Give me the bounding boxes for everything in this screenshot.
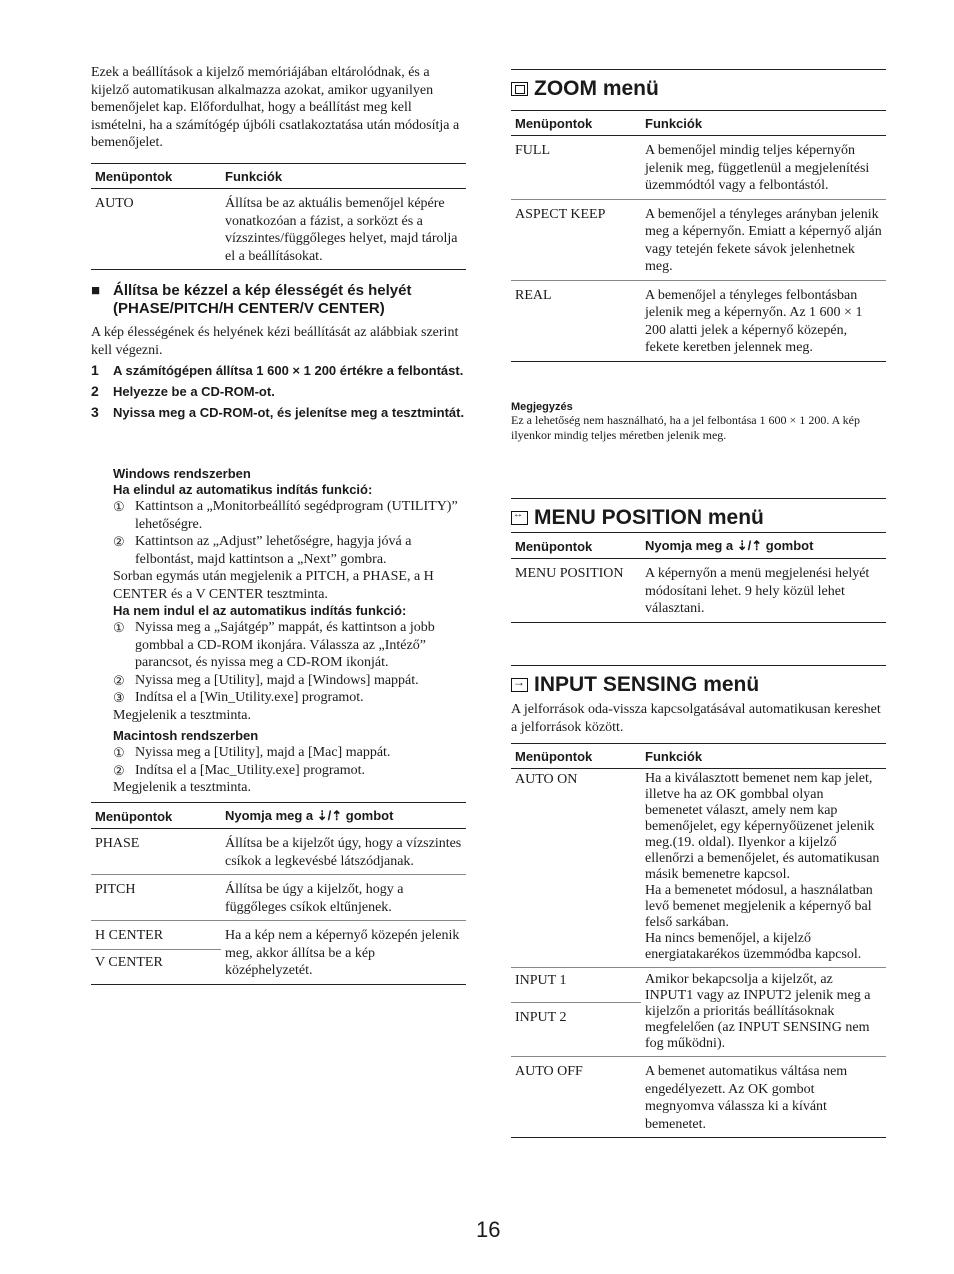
input-sensing-icon [511, 678, 528, 692]
table-row: INPUT 1 INPUT 2 Amikor bekapcsolja a kijelzőt, az INPUT1 vagy az INPUT2 jelenik meg a kijelzőn a prioritás beállításoknak megfelelően (az INPUT SENSING nem fog működni). [511, 968, 886, 1057]
list-item: ③ Indítsa el a [Win_Utility.exe] programot. [113, 690, 364, 705]
intro-paragraph: Ezek a beállítások a kijelző memóriájában eltárolódnak, és a kijelző automatikusan alkalmazza azokat, amikor ugyanilyen bemenőjelet kap. Előfordulhat, hogy a beállítást meg kell ismételni, ha a számítógép újbóli csatlakoztatása után módosítja a bemenőjelet. [91, 65, 460, 150]
table-header: Nyomja meg a ⇣/⇡ gombot [221, 803, 466, 829]
zoom-table [511, 110, 886, 362]
list-item: ① Kattintson a „Monitorbeállító segédprogram (UTILITY)” lehetőségre. [113, 499, 458, 532]
manual-subheading: ■ Állítsa be kézzel a kép élességét és helyét (PHASE/PITCH/H CENTER/V CENTER) [91, 282, 412, 317]
table-header: Funkciók [641, 111, 886, 136]
list-item: ② Kattintson az „Adjust” lehetőségre, hagyja jóvá a felbontást, majd kattintson a „Next” gombra. [113, 534, 412, 567]
windows-instructions [91, 466, 466, 797]
table-header: Menüpontok [511, 533, 641, 559]
table-header: Menüpontok [91, 164, 221, 189]
mac-after: Megjelenik a tesztminta. [113, 780, 252, 795]
subintro: A kép élességének és helyének kézi beállítását az alábbiak szerint kell végezni. [91, 325, 459, 358]
list-item: ② Nyissa meg a [Utility], majd a [Windows] mappát. [113, 672, 419, 688]
windows-title: Windows rendszerben [113, 466, 251, 481]
table-row: MENU POSITION A képernyőn a menü megjelenési helyét módosítani lehet. 9 hely közül lehet választani. [511, 559, 886, 623]
table-header: Funkciók [641, 744, 886, 769]
auto-table [91, 163, 466, 270]
table-row: H CENTER V CENTER Ha a kép nem a képernyő közepén jelenik meg, akkor állítsa be a kép középhelyzetét. [91, 921, 466, 985]
input-intro: A jelforrások oda-vissza kapcsolgatásával automatikusan kereshet a jelforrások között. [511, 702, 881, 735]
table-row: PHASE Állítsa be a kijelzőt úgy, hogy a vízszintes csíkok a legkevésbé látszódjanak. [91, 829, 466, 875]
auto-yes-after: Sorban egymás után megjelenik a PITCH, a PHASE, a H CENTER és a V CENTER tesztminta. [113, 569, 434, 602]
table-row: REAL A bemenőjel a tényleges felbontásban jelenik meg a képernyőn. Az 1 600 × 1 200 alatti jelek a képernyő közepén, fekete keretben jelennek meg. [511, 280, 886, 361]
table-row: FULL A bemenőjel mindig teljes képernyőn jelenik meg, függetlenül a megjelenítési üzemmódtól vagy a felbontástól. [511, 136, 886, 200]
menu-position-table [511, 532, 886, 623]
table-header: Menüpontok [511, 744, 641, 769]
table-row: AUTO OFF A bemenet automatikus váltása nem engedélyezett. Az OK gombot megnyomva válassza ki a kívánt bemenetet. [511, 1057, 886, 1138]
list-item: ① Nyissa meg a [Utility], majd a [Mac] mappát. [113, 745, 391, 760]
table-header: Menüpontok [91, 803, 221, 829]
table-row: AUTO ON Ha a kiválasztott bemenet nem kap jelet, illetve ha az OK gombbal olyan bemenetet választ, amely nem kap bemenőjelet, egy képernyőüzenet jelenik meg.(19. oldal). Ilyenkor a kijelző ellenőrzi a bemenőjelet, és automatikusan másik bemenetre kapcsol. Ha a bemenetet módosul, a használatban levő bemenet megjelenik a képernyő bal felső sarkában. Ha nincs bemenőjel, a kijelző energiatakarékos üzemmódba kapcsol. [511, 769, 886, 968]
page-number: 16 [476, 1217, 501, 1242]
table-row: AUTO Állítsa be az aktuális bemenőjel képére vonatkozóan a fázist, a sorközt és a vízszintes/függőleges helyet, majd tárolja el a beállításokat. [91, 189, 466, 270]
list-item: ② Indítsa el a [Mac_Utility.exe] programot. [113, 762, 366, 778]
bullet-square-icon: ■ [91, 282, 101, 299]
list-item: 3 Nyissa meg a CD-ROM-ot, és jelenítse meg a tesztmintát. [91, 404, 465, 420]
input-sensing-table [511, 743, 886, 1138]
auto-no-title: Ha nem indul el az automatikus indítás funkció: [113, 603, 407, 618]
list-item: 1 A számítógépen állítsa 1 600 × 1 200 értékre a felbontást. [91, 362, 464, 378]
list-item: 2 Helyezze be a CD-ROM-ot. [91, 383, 275, 399]
list-item: ① Nyissa meg a „Sajátgép” mappát, és kattintson a jobb gombbal a CD-ROM ikonjára. Válassza az „Intéző” parancsot, és nyissa meg a CD-ROM ikonját. [113, 620, 435, 670]
auto-yes-title: Ha elindul az automatikus indítás funkció: [113, 482, 373, 497]
table-header: Nyomja meg a ⇣/⇡ gombot [641, 533, 886, 559]
phase-pitch-table [91, 802, 466, 985]
note-title: Megjegyzés [511, 401, 573, 413]
menu-position-heading: ↔ MENU POSITION menü [511, 498, 886, 533]
table-header: Funkciók [221, 164, 466, 189]
note-text: Ez a lehetőség nem használható, ha a jel felbontása 1 600 × 1 200. A kép ilyenkor mindig teljes méretben jelenik meg. [511, 413, 860, 442]
input-sensing-heading: → INPUT SENSING menü [511, 665, 886, 700]
menu-position-icon [511, 511, 528, 525]
auto-no-after: Megjelenik a tesztminta. [113, 707, 252, 723]
zoom-icon [511, 82, 528, 96]
zoom-heading: ZOOM menü [511, 69, 886, 104]
table-row: PITCH Állítsa be úgy a kijelzőt, hogy a függőleges csíkok eltűnjenek. [91, 875, 466, 921]
table-row: ASPECT KEEP A bemenőjel a tényleges arányban jelenik meg a képernyőn. Emiatt a képernyő alján vagy tetején fekete sávok jelenhetnek meg. [511, 199, 886, 280]
note [511, 401, 886, 443]
mac-title: Macintosh rendszerben [113, 728, 259, 743]
steps-list [91, 362, 466, 425]
table-header: Menüpontok [511, 111, 641, 136]
